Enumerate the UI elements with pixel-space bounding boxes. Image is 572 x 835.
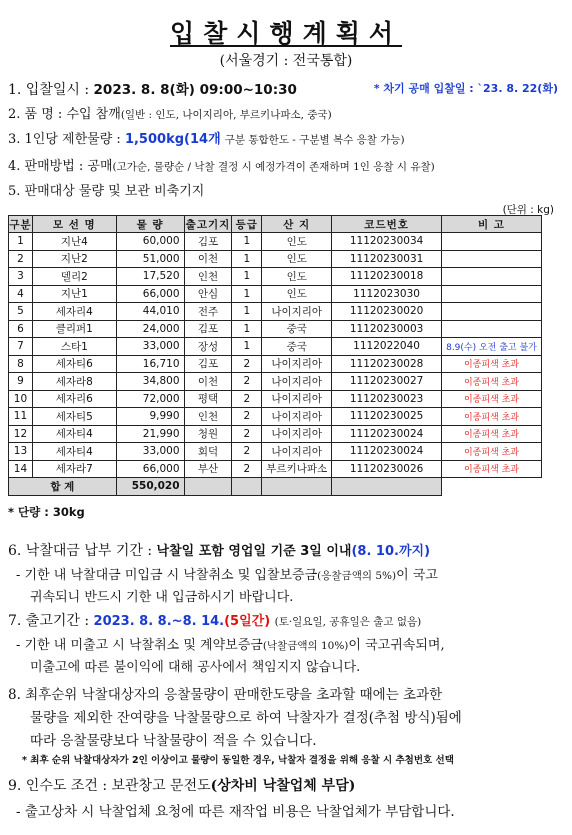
table-cell: 지난4: [32, 233, 116, 251]
item-9-value: (상차비 낙찰업체 부담): [210, 778, 356, 794]
table-cell: 전주: [184, 303, 232, 321]
table-cell: 17,520: [116, 268, 184, 286]
item-6-sub1b: (응찰금액의 5%): [317, 570, 397, 582]
table-cell: 1112022040: [332, 338, 442, 356]
table-row: [9, 320, 542, 338]
column-header: 물 량: [116, 216, 184, 233]
table-cell: 11120230026: [332, 460, 442, 478]
table-cell: 11120230023: [332, 390, 442, 408]
table-cell: 11120230031: [332, 250, 442, 268]
table-row: [9, 303, 542, 321]
table-cell: 11120230034: [332, 233, 442, 251]
table-cell: 33,000: [116, 338, 184, 356]
table-cell: 2: [232, 460, 262, 478]
item-2-value: 수입 참깨: [66, 107, 121, 122]
table-cell: 부르키나파소: [262, 460, 332, 478]
table-cell: 11120230003: [332, 320, 442, 338]
item-9: [8, 775, 355, 795]
item-6-value: 낙찰일 포함 영업일 기준 3일 이내: [156, 544, 352, 559]
document-title: 입찰시행계획서: [169, 19, 403, 48]
table-cell: 2: [232, 408, 262, 426]
table-cell: 11120230027: [332, 373, 442, 391]
table-cell: 지난1: [32, 285, 116, 303]
item-6-sub1: [16, 564, 438, 583]
table-cell: 지난2: [32, 250, 116, 268]
table-row: [9, 373, 542, 391]
table-row: [9, 390, 542, 408]
item-4-detail: (고가순, 물량순 / 낙찰 결정 시 예정가격이 존재하며 1인 응찰 시 유찰): [112, 161, 435, 173]
table-cell: 51,000: [116, 250, 184, 268]
table-row: [9, 233, 542, 251]
table-cell: 회덕: [184, 443, 232, 461]
table-cell: 이종피색 초과: [441, 355, 541, 373]
table-cell: 1: [232, 338, 262, 356]
table-cell: 인천: [184, 408, 232, 426]
table-cell: 인도: [262, 268, 332, 286]
table-cell: 1112023030: [332, 285, 442, 303]
table-cell: 장성: [184, 338, 232, 356]
item-2-label: 2. 품 명 :: [8, 107, 63, 122]
table-cell: 인천: [184, 268, 232, 286]
item-3-label: 3. 1인당 제한물량 :: [8, 132, 121, 147]
table-cell: 인도: [262, 233, 332, 251]
table-cell: 나이지리아: [262, 425, 332, 443]
table-cell: [441, 233, 541, 251]
table-cell: 2: [232, 443, 262, 461]
item-3-detail: 구분 통합한도 - 구분별 복수 응찰 가능): [224, 134, 405, 146]
table-row: [9, 425, 542, 443]
table-cell: 중국: [262, 338, 332, 356]
table-cell: 청원: [184, 425, 232, 443]
table-cell: 11120230028: [332, 355, 442, 373]
total-empty: [262, 478, 332, 496]
total-empty: [184, 478, 232, 496]
table-cell: 66,000: [116, 460, 184, 478]
unit-label: (단위 : kg): [502, 204, 554, 216]
table-cell: 24,000: [116, 320, 184, 338]
table-cell: 세자티4: [32, 425, 116, 443]
item-1-value: 2023. 8. 8(화) 09:00~10:30: [93, 82, 297, 98]
table-row: [9, 355, 542, 373]
item-3: [8, 128, 405, 147]
table-cell: 스타1: [32, 338, 116, 356]
table-cell: 6: [9, 320, 33, 338]
table-cell: 14: [9, 460, 33, 478]
table-row: [9, 285, 542, 303]
table-cell: 2: [232, 373, 262, 391]
table-cell: [441, 320, 541, 338]
table-cell: 2: [232, 390, 262, 408]
table-cell: 이종피색 초과: [441, 390, 541, 408]
item-8-line3: 따라 응찰물량보다 낙찰물량이 적을 수 있습니다.: [30, 733, 317, 749]
item-7-sub1b: (낙찰금액의 10%): [262, 640, 349, 652]
table-cell: 9,990: [116, 408, 184, 426]
item-7-detail: (토·일요일, 공휴일은 출고 없음): [274, 616, 422, 628]
item-6-label: 6. 낙찰대금 납부 기간 :: [8, 543, 153, 559]
table-cell: 13: [9, 443, 33, 461]
table-cell: 이종피색 초과: [441, 373, 541, 391]
table-cell: 평택: [184, 390, 232, 408]
stock-table: [8, 215, 542, 496]
table-cell: 이종피색 초과: [441, 460, 541, 478]
table-cell: 세자티5: [32, 408, 116, 426]
total-empty: [232, 478, 262, 496]
item-7-sub1c: 이 국고귀속되며,: [348, 638, 445, 653]
unit-note: * 단량 : 30kg: [8, 505, 85, 519]
table-cell: 16,710: [116, 355, 184, 373]
table-cell: 1: [9, 233, 33, 251]
table-cell: 중국: [262, 320, 332, 338]
item-7-value: 2023. 8. 8.~8. 14.: [93, 614, 225, 629]
table-cell: 1: [232, 303, 262, 321]
item-3-value: 1,500kg: [124, 132, 185, 147]
table-cell: 안심: [184, 285, 232, 303]
table-cell: 1: [232, 285, 262, 303]
table-cell: 11120230024: [332, 425, 442, 443]
table-cell: [441, 268, 541, 286]
total-value: 550,020: [116, 478, 184, 496]
table-cell: 나이지리아: [262, 390, 332, 408]
column-header: 코드번호: [332, 216, 442, 233]
item-1-label: 1. 입찰일시 :: [8, 82, 90, 98]
table-cell: 72,000: [116, 390, 184, 408]
item-6-sub2: 귀속되니 반드시 기한 내 입금하시기 바랍니다.: [30, 590, 294, 605]
column-header: 산 지: [262, 216, 332, 233]
table-cell: 11120230018: [332, 268, 442, 286]
item-7-value2: (5일간): [224, 614, 271, 629]
table-cell: 66,000: [116, 285, 184, 303]
column-header: 구분: [9, 216, 33, 233]
table-cell: 33,000: [116, 443, 184, 461]
table-cell: 34,800: [116, 373, 184, 391]
table-cell: 김포: [184, 233, 232, 251]
item-7-sub2: 미출고에 따른 불이익에 대해 공사에서 책임지지 않습니다.: [30, 660, 361, 675]
document-subtitle: (서울경기 : 전국통합): [219, 53, 353, 69]
table-cell: 나이지리아: [262, 355, 332, 373]
table-cell: 12: [9, 425, 33, 443]
table-row: [9, 338, 542, 356]
table-cell: 이천: [184, 250, 232, 268]
item-6-sub1a: - 기한 내 낙찰대금 미입금 시 낙찰취소 및 입찰보증금: [16, 568, 318, 583]
table-header-row: [9, 216, 542, 233]
table-cell: 나이지리아: [262, 443, 332, 461]
table-cell: 인도: [262, 285, 332, 303]
item-5: 5. 판매대상 물량 및 보관 비축기지: [8, 184, 205, 199]
item-3-value2: (14개: [184, 132, 221, 147]
item-7: [8, 610, 421, 630]
table-row: [9, 443, 542, 461]
table-cell: 11: [9, 408, 33, 426]
item-6-sub1c: 이 국고: [396, 568, 438, 583]
item-4: [8, 155, 435, 174]
table-cell: 7: [9, 338, 33, 356]
column-header: 등급: [232, 216, 262, 233]
table-cell: 4: [9, 285, 33, 303]
table-cell: 세자라7: [32, 460, 116, 478]
total-empty: [332, 478, 442, 496]
table-cell: 델리2: [32, 268, 116, 286]
table-cell: 나이지리아: [262, 373, 332, 391]
column-header: 비 고: [441, 216, 541, 233]
table-cell: 1: [232, 320, 262, 338]
table-cell: 11120230025: [332, 408, 442, 426]
item-7-sub1a: - 기한 내 미출고 시 낙찰취소 및 계약보증금: [16, 638, 263, 653]
table-cell: 5: [9, 303, 33, 321]
total-label: 합 계: [9, 478, 117, 496]
next-auction-note: * 차기 공매 입찰일 : `23. 8. 22(화): [373, 82, 558, 95]
table-cell: 부산: [184, 460, 232, 478]
table-cell: 2: [232, 425, 262, 443]
table-cell: 44,010: [116, 303, 184, 321]
table-cell: 10: [9, 390, 33, 408]
item-9-sub: - 출고상차 시 낙찰업체 요청에 따른 재작업 비용은 낙찰업체가 부담합니다.: [16, 804, 455, 820]
table-cell: 클리퍼1: [32, 320, 116, 338]
table-cell: 8: [9, 355, 33, 373]
table-cell: 11120230024: [332, 443, 442, 461]
table-cell: 2: [9, 250, 33, 268]
item-2: [8, 103, 332, 122]
item-1: [8, 78, 297, 99]
item-4-value: 공매: [87, 159, 113, 174]
table-cell: 세자티4: [32, 443, 116, 461]
table-cell: [441, 285, 541, 303]
item-6: [8, 540, 430, 560]
item-7-label: 7. 출고기간 :: [8, 613, 90, 629]
total-row: [9, 478, 542, 496]
item-4-label: 4. 판매방법 :: [8, 159, 84, 174]
item-8-line1: 8. 최후순위 낙찰대상자의 응찰물량이 판매한도량을 초과할 때에는 초과한: [8, 687, 443, 703]
table-cell: 11120230020: [332, 303, 442, 321]
table-cell: 21,990: [116, 425, 184, 443]
table-cell: 이종피색 초과: [441, 443, 541, 461]
table-cell: 세자티6: [32, 355, 116, 373]
table-cell: 이천: [184, 373, 232, 391]
table-cell: 이종피색 초과: [441, 408, 541, 426]
table-row: [9, 268, 542, 286]
table-cell: 나이지리아: [262, 408, 332, 426]
column-header: 출고기지: [184, 216, 232, 233]
table-row: [9, 408, 542, 426]
item-9-label: 9. 인수도 조건 : 보관창고 문전도: [8, 778, 211, 794]
table-cell: 2: [232, 355, 262, 373]
table-cell: [441, 303, 541, 321]
item-8-note: * 최후 순위 낙찰대상자가 2인 이상이고 물량이 동일한 경우, 낙찰자 결정을 위해 응찰 시 추첨번호 선택: [22, 755, 454, 766]
column-header: 모 선 명: [32, 216, 116, 233]
table-cell: 세자리4: [32, 303, 116, 321]
table-cell: 9: [9, 373, 33, 391]
table-cell: 세자라8: [32, 373, 116, 391]
table-cell: 이종피색 초과: [441, 425, 541, 443]
table-cell: 1: [232, 250, 262, 268]
table-cell: 1: [232, 268, 262, 286]
table-row: [9, 250, 542, 268]
item-2-detail: (일반 : 인도, 나이지리아, 부르키나파소, 중국): [120, 109, 332, 121]
table-row: [9, 460, 542, 478]
table-cell: 인도: [262, 250, 332, 268]
table-cell: 60,000: [116, 233, 184, 251]
item-6-value2: (8. 10.까지): [351, 544, 431, 559]
table-cell: 1: [232, 233, 262, 251]
table-cell: 세자리6: [32, 390, 116, 408]
table-cell: [441, 250, 541, 268]
table-cell: 김포: [184, 355, 232, 373]
total-empty: [441, 478, 541, 496]
table-cell: 나이지리아: [262, 303, 332, 321]
table-cell: 김포: [184, 320, 232, 338]
item-7-sub1: [16, 634, 445, 653]
table-cell: 3: [9, 268, 33, 286]
item-8-line2: 물량을 제외한 잔여량을 낙찰물량으로 하여 낙찰자가 결정(추첨 방식)됨에: [30, 710, 462, 726]
table-cell: 8.9(수) 오전 출고 불가: [441, 338, 541, 356]
